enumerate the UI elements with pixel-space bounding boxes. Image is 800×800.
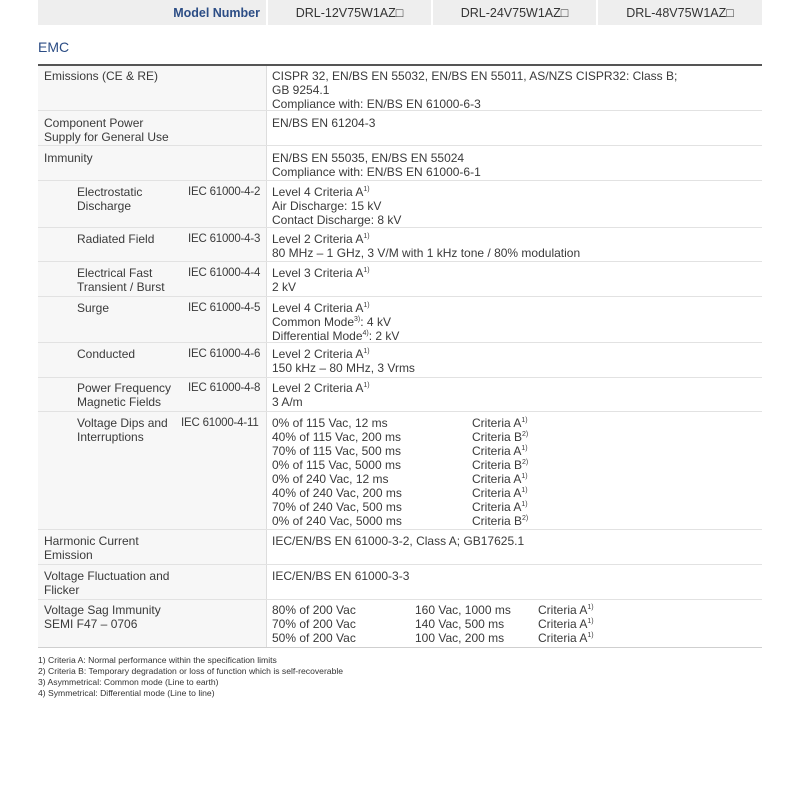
dips-condition: 0% of 115 Vac, 12 ms (272, 416, 388, 430)
dips-criteria: Criteria $B^{2)}$ (472, 430, 529, 444)
row-conducted (38, 343, 762, 378)
row-voltage-dips (38, 412, 762, 530)
harmonic-label: Harmonic Current (44, 534, 139, 548)
conducted-label: Conducted (77, 347, 136, 361)
row-emissions (38, 66, 762, 111)
footnotes (38, 655, 343, 699)
surge-differential-mode: Differential Mode$^{4)}$: 2 kV (272, 329, 400, 343)
harmonic-label: Emission (44, 548, 93, 562)
conducted-line: 150 kHz – 80 MHz, 3 Vrms (272, 361, 415, 375)
model-12v: DRL-12V75W1AZ□ (266, 0, 431, 25)
dips-criteria: Criteria $B^{2)}$ (472, 514, 529, 528)
dips-criteria: Criteria $A^{1)}$ (472, 444, 528, 458)
radiated-criteria: Level 2 Criteria $A^{1)}$ (272, 232, 370, 246)
esd-standard: IEC 61000-4-2 (188, 186, 261, 198)
esd-line: Air Discharge: 15 kV (272, 199, 382, 213)
dips-condition: 40% of 240 Vac, 200 ms (272, 486, 402, 500)
footnote: 3) Asymmetrical: Common mode (Line to earth) (38, 677, 219, 687)
dips-criteria: Criteria $B^{2)}$ (472, 458, 529, 472)
sag-condition: 140 Vac, 500 ms (415, 617, 505, 631)
surge-criteria: Level 4 Criteria $A^{1)}$ (272, 301, 370, 315)
esd-label: Discharge (77, 199, 132, 213)
eft-criteria: Level 3 Criteria $A^{1)}$ (272, 266, 370, 280)
eft-label: Electrical Fast (77, 266, 153, 280)
emissions-line: GB 9254.1 (272, 83, 330, 97)
row-immunity (38, 146, 762, 181)
flicker-value: IEC/EN/BS EN 61000-3-3 (272, 569, 410, 583)
radiated-label: Radiated Field (77, 232, 155, 246)
component-value: EN/BS EN 61204-3 (272, 116, 376, 130)
flicker-label: Flicker (44, 583, 80, 597)
dips-condition: 70% of 115 Vac, 500 ms (272, 444, 401, 458)
sag-criteria: Criteria $A^{1)}$ (538, 617, 594, 631)
emissions-label: Emissions (CE & RE) (44, 69, 159, 83)
dips-criteria: Criteria $A^{1)}$ (472, 486, 528, 500)
sag-label: SEMI F47 – 0706 (44, 617, 138, 631)
model-24v: DRL-24V75W1AZ□ (431, 0, 596, 25)
emissions-line: CISPR 32, EN/BS EN 55032, EN/BS EN 55011, AS/NZS CISPR32: Class B; (272, 69, 678, 83)
sag-level: 80% of 200 Vac (272, 603, 356, 617)
pfm-standard: IEC 61000-4-8 (188, 382, 261, 394)
emissions-line: Compliance with: EN/BS EN 61000-6-3 (272, 97, 481, 111)
pfm-line: 3 A/m (272, 395, 303, 409)
esd-line: Contact Discharge: 8 kV (272, 213, 402, 227)
surge-standard: IEC 61000-4-5 (188, 302, 261, 314)
dips-condition: 0% of 115 Vac, 5000 ms (272, 458, 401, 472)
row-esd (38, 181, 762, 228)
conducted-criteria: Level 2 Criteria $A^{1)}$ (272, 347, 370, 361)
sag-level: 70% of 200 Vac (272, 617, 356, 631)
esd-label: Electrostatic (77, 185, 143, 199)
row-power-frequency (38, 378, 762, 412)
surge-label: Surge (77, 301, 110, 315)
sag-criteria: Criteria $A^{1)}$ (538, 603, 594, 617)
sag-label: Voltage Sag Immunity (44, 603, 161, 617)
row-voltage-sag (38, 600, 762, 648)
dips-condition: 40% of 115 Vac, 200 ms (272, 430, 401, 444)
sag-condition: 160 Vac, 1000 ms (415, 603, 511, 617)
row-flicker (38, 565, 762, 600)
conducted-standard: IEC 61000-4-6 (188, 348, 261, 360)
harmonic-value: IEC/EN/BS EN 61000-3-2, Class A; GB17625.1 (272, 534, 525, 548)
sag-level: 50% of 200 Vac (272, 631, 356, 645)
model-number-label: Model Number (173, 5, 260, 20)
component-label: Supply for General Use (44, 130, 169, 144)
radiated-line: 80 MHz – 1 GHz, 3 V/M with 1 kHz tone / 80% modulation (272, 246, 581, 260)
footnote: 1) Criteria A: Normal performance within the specification limits (38, 655, 277, 665)
component-label: Component Power (44, 116, 144, 130)
immunity-label: Immunity (44, 151, 93, 165)
dips-criteria: Criteria $A^{1)}$ (472, 472, 528, 486)
model-48v: DRL-48V75W1AZ□ (596, 0, 762, 25)
sag-condition: 100 Vac, 200 ms (415, 631, 505, 645)
pfm-label: Power Frequency (77, 381, 172, 395)
esd-criteria: Level 4 Criteria $A^{1)}$ (272, 185, 370, 199)
dips-criteria: Criteria $A^{1)}$ (472, 500, 528, 514)
row-harmonic (38, 530, 762, 565)
dips-label: Voltage Dips and (77, 416, 168, 430)
radiated-standard: IEC 61000-4-3 (188, 233, 261, 245)
dips-condition: 70% of 240 Vac, 500 ms (272, 500, 402, 514)
immunity-line: Compliance with: EN/BS EN 61000-6-1 (272, 165, 481, 179)
eft-label: Transient / Burst (77, 280, 165, 294)
flicker-label: Voltage Fluctuation and (44, 569, 170, 583)
pfm-criteria: Level 2 Criteria $A^{1)}$ (272, 381, 370, 395)
immunity-line: EN/BS EN 55035, EN/BS EN 55024 (272, 151, 465, 165)
dips-criteria: Criteria $A^{1)}$ (472, 416, 528, 430)
dips-condition: 0% of 240 Vac, 5000 ms (272, 514, 402, 528)
eft-line: 2 kV (272, 280, 297, 294)
row-component-power (38, 111, 762, 146)
surge-common-mode: Common Mode$^{3)}$: 4 kV (272, 315, 391, 329)
dips-standard: IEC 61000-4-11 (181, 417, 259, 429)
footnote: 2) Criteria B: Temporary degradation or loss of function which is self-recoverable (38, 666, 344, 676)
row-surge (38, 297, 762, 343)
sag-criteria: Criteria $A^{1)}$ (538, 631, 594, 645)
dips-label: Interruptions (77, 430, 144, 444)
eft-standard: IEC 61000-4-4 (188, 267, 261, 279)
dips-condition: 0% of 240 Vac, 12 ms (272, 472, 389, 486)
pfm-label: Magnetic Fields (77, 395, 162, 409)
row-eft (38, 262, 762, 297)
row-radiated (38, 228, 762, 262)
footnote: 4) Symmetrical: Differential mode (Line to line) (38, 688, 215, 698)
section-title: EMC (38, 39, 70, 55)
model-number-header (38, 0, 762, 25)
